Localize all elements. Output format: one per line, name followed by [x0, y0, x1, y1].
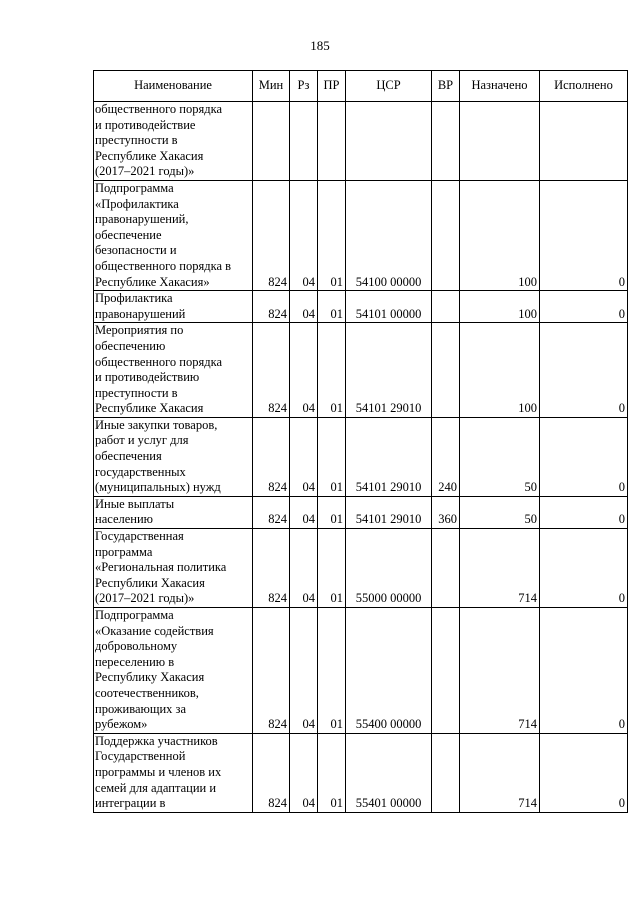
row-vr — [432, 608, 460, 734]
row-executed: 0 — [540, 417, 628, 496]
header-name: Наименование — [94, 71, 253, 102]
row-executed: 0 — [540, 291, 628, 323]
row-min: 824 — [253, 323, 290, 418]
row-csr: 54101 29010 — [346, 323, 432, 418]
row-executed: 0 — [540, 608, 628, 734]
header-executed: Исполнено — [540, 71, 628, 102]
header-rz: Рз — [290, 71, 318, 102]
table-header-row — [94, 71, 628, 102]
row-rz — [290, 102, 318, 181]
row-assigned — [460, 102, 540, 181]
table-row — [94, 102, 628, 181]
row-rz: 04 — [290, 323, 318, 418]
row-csr: 54101 29010 — [346, 417, 432, 496]
row-vr: 360 — [432, 496, 460, 528]
row-name: Подпрограмма «Оказание содействия добровольному переселению в Республику Хакасия соотечественников, проживающих за рубежом» — [94, 608, 253, 734]
row-assigned: 100 — [460, 291, 540, 323]
row-vr — [432, 180, 460, 290]
row-vr — [432, 323, 460, 418]
row-csr: 55400 00000 — [346, 608, 432, 734]
row-executed: 0 — [540, 733, 628, 812]
row-pr: 01 — [318, 180, 346, 290]
row-vr — [432, 733, 460, 812]
row-executed: 0 — [540, 323, 628, 418]
table-row — [94, 323, 628, 418]
row-name: Поддержка участников Государственной программы и членов их семей для адаптации и интеграции в — [94, 733, 253, 812]
row-executed: 0 — [540, 529, 628, 608]
row-assigned: 714 — [460, 733, 540, 812]
row-min: 824 — [253, 417, 290, 496]
row-min: 824 — [253, 180, 290, 290]
table-row — [94, 291, 628, 323]
row-pr: 01 — [318, 529, 346, 608]
row-csr: 54100 00000 — [346, 180, 432, 290]
row-executed — [540, 102, 628, 181]
row-assigned: 100 — [460, 323, 540, 418]
row-pr: 01 — [318, 733, 346, 812]
row-vr — [432, 529, 460, 608]
row-assigned: 714 — [460, 608, 540, 734]
page-number: 185 — [310, 38, 330, 53]
header-vr: ВР — [432, 71, 460, 102]
row-assigned: 100 — [460, 180, 540, 290]
table-row — [94, 417, 628, 496]
row-vr — [432, 102, 460, 181]
row-csr: 55401 00000 — [346, 733, 432, 812]
row-rz: 04 — [290, 496, 318, 528]
row-name: общественного порядка и противодействие преступности в Республике Хакасия (2017–2021 годы)» — [94, 102, 253, 181]
row-executed: 0 — [540, 496, 628, 528]
row-pr: 01 — [318, 417, 346, 496]
table-row — [94, 529, 628, 608]
row-csr: 54101 29010 — [346, 496, 432, 528]
row-csr: 55000 00000 — [346, 529, 432, 608]
header-assigned: Назначено — [460, 71, 540, 102]
row-vr — [432, 291, 460, 323]
header-pr: ПР — [318, 71, 346, 102]
row-assigned: 714 — [460, 529, 540, 608]
row-assigned: 50 — [460, 496, 540, 528]
row-min — [253, 102, 290, 181]
row-pr: 01 — [318, 291, 346, 323]
row-rz: 04 — [290, 417, 318, 496]
row-name: Государственная программа «Региональная политика Республики Хакасия (2017–2021 годы)» — [94, 529, 253, 608]
row-name: Профилактика правонарушений — [94, 291, 253, 323]
row-rz: 04 — [290, 291, 318, 323]
row-rz: 04 — [290, 529, 318, 608]
row-pr: 01 — [318, 608, 346, 734]
table-row — [94, 733, 628, 812]
row-name: Мероприятия по обеспечению общественного порядка и противодействию преступности в Республике Хакасия — [94, 323, 253, 418]
header-min: Мин — [253, 71, 290, 102]
row-pr — [318, 102, 346, 181]
row-name: Иные закупки товаров, работ и услуг для обеспечения государственных (муниципальных) нужд — [94, 417, 253, 496]
table-row — [94, 496, 628, 528]
table-row — [94, 180, 628, 290]
row-min: 824 — [253, 608, 290, 734]
row-min: 824 — [253, 291, 290, 323]
row-pr: 01 — [318, 323, 346, 418]
row-csr — [346, 102, 432, 181]
row-vr: 240 — [432, 417, 460, 496]
row-assigned: 50 — [460, 417, 540, 496]
row-rz: 04 — [290, 180, 318, 290]
row-executed: 0 — [540, 180, 628, 290]
table-row — [94, 608, 628, 734]
row-rz: 04 — [290, 733, 318, 812]
row-min: 824 — [253, 496, 290, 528]
row-min: 824 — [253, 733, 290, 812]
row-csr: 54101 00000 — [346, 291, 432, 323]
budget-table — [93, 70, 628, 813]
header-csr: ЦСР — [346, 71, 432, 102]
row-name: Иные выплаты населению — [94, 496, 253, 528]
row-pr: 01 — [318, 496, 346, 528]
row-rz: 04 — [290, 608, 318, 734]
row-min: 824 — [253, 529, 290, 608]
row-name: Подпрограмма «Профилактика правонарушений, обеспечение безопасности и общественного порядка в Республике Хакасия» — [94, 180, 253, 290]
